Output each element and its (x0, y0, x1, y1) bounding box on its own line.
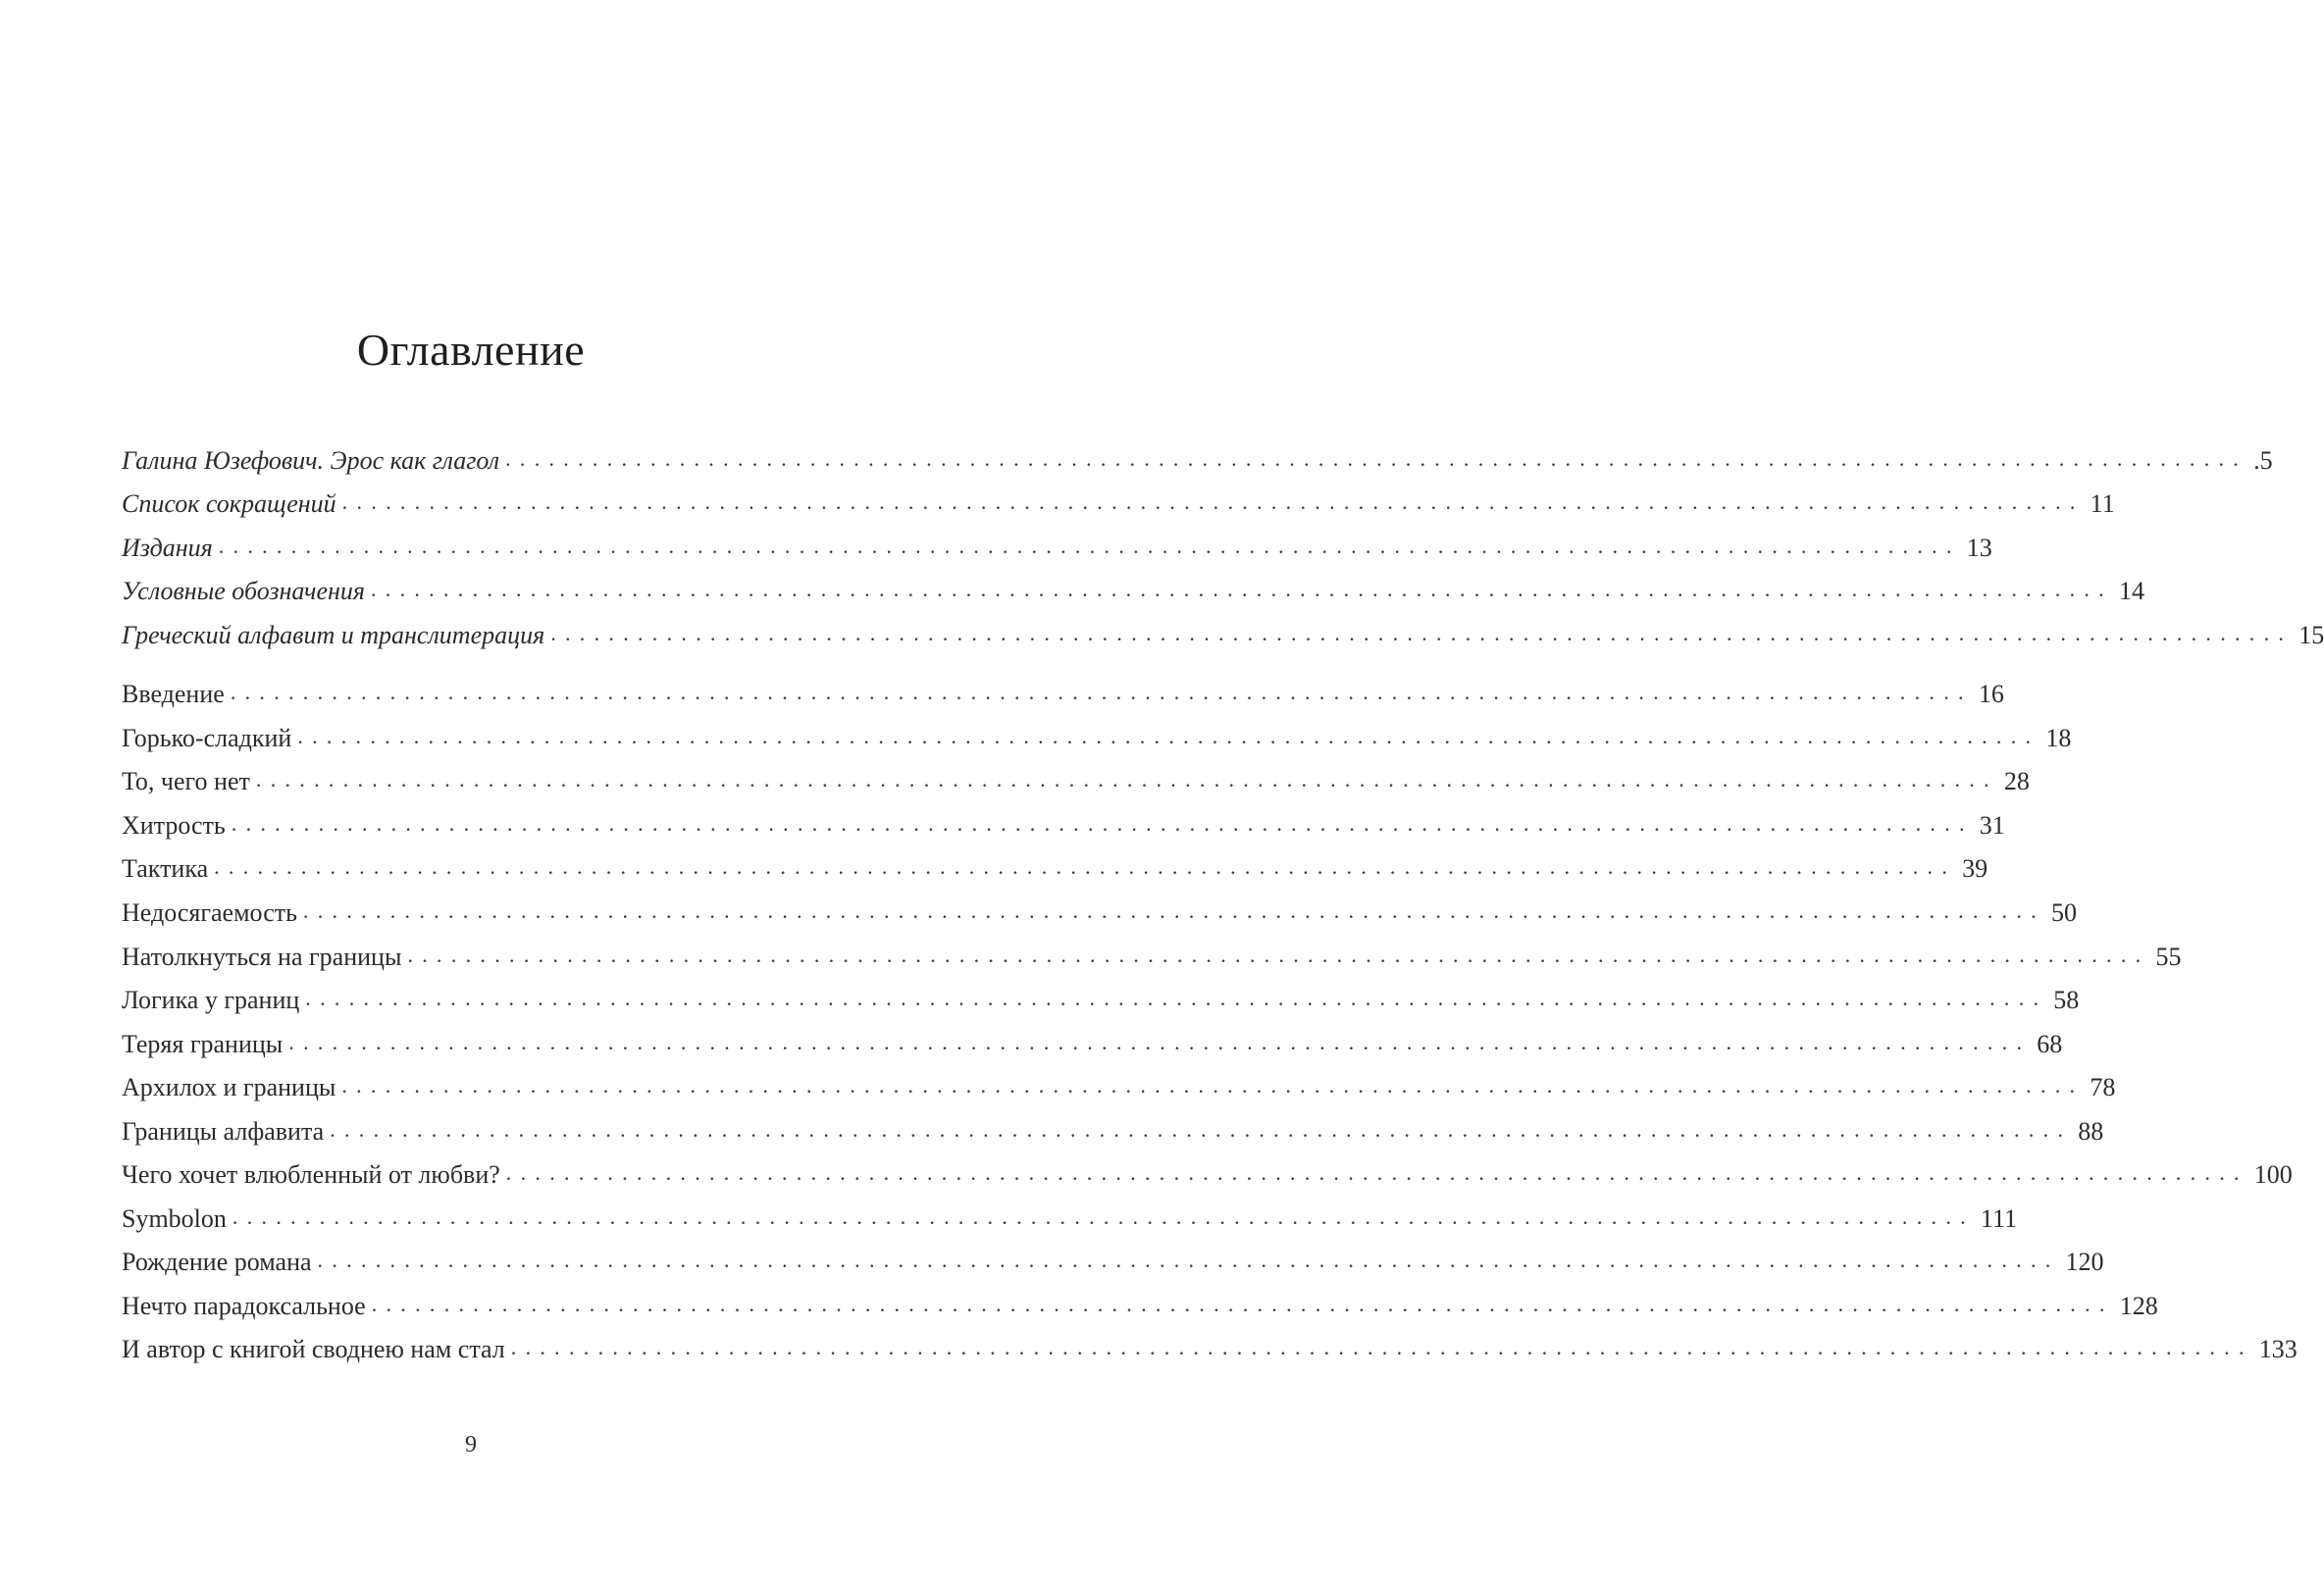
toc-entry-page: 78 (2090, 1073, 2116, 1101)
toc-dot-leader: ........................................................................................................................ (407, 943, 2150, 967)
toc-dot-leader: ........................................................................................................................ (297, 724, 2040, 748)
toc-entry-title: Галина Юзефович. Эрос как глагол (122, 446, 500, 475)
toc-entry-title: Введение (122, 680, 225, 708)
toc-entry-title: Греческий алфавит и транслитерация (122, 621, 545, 649)
toc-dot-leader: ........................................................................................................................ (231, 811, 1974, 836)
toc-entry (122, 574, 2144, 609)
toc-dot-leader: ........................................................................................................................ (214, 854, 1957, 879)
toc-entry (122, 1070, 2116, 1105)
toc-entry (122, 443, 2273, 479)
toc-entry-title: Горько-сладкий (122, 724, 292, 752)
toc-entry-page: 100 (2253, 1160, 2293, 1189)
toc-entry-page: 128 (2119, 1292, 2158, 1320)
toc-entry (122, 1202, 2017, 1237)
toc-entry-page: 13 (1966, 534, 1992, 562)
toc-entry-page: 18 (2045, 724, 2072, 752)
toc-entry (122, 851, 1988, 887)
toc-dot-leader: ........................................................................................................................ (510, 1335, 2253, 1359)
toc-dot-leader: ........................................................................................................................ (230, 680, 1973, 704)
toc-entry-title: Издания (122, 534, 213, 562)
toc-dot-leader: ........................................................................................................................ (317, 1248, 2060, 1272)
toc-entry-page: 58 (2053, 986, 2080, 1014)
toc-entry-page: 39 (1962, 854, 1988, 883)
toc-entry-title: Архилох и границы (122, 1073, 336, 1101)
toc-entry-title: Натолкнуться на границы (122, 943, 402, 971)
toc-dot-leader: ........................................................................................................................ (370, 577, 2113, 601)
toc-dot-leader: ........................................................................................................................ (302, 898, 2045, 923)
toc-entry-page: 31 (1979, 811, 2005, 840)
toc-dot-leader: ........................................................................................................................ (305, 986, 2048, 1010)
toc-entry (122, 1289, 2158, 1324)
toc-entry (122, 764, 2030, 799)
toc-entry-page: 88 (2078, 1117, 2104, 1146)
toc-dot-leader: ........................................................................................................................ (341, 1073, 2085, 1098)
toc-entry (122, 808, 2005, 844)
toc-entry (122, 895, 2077, 931)
toc-entry-title: Чего хочет влюбленный от любви? (122, 1160, 500, 1189)
toc-entry (122, 1114, 2104, 1150)
toc-entry-page: 111 (1980, 1204, 2017, 1233)
toc-entry (122, 1027, 2063, 1062)
toc-dot-leader: ........................................................................................................................ (255, 767, 1998, 792)
toc-entry-title: Рождение романа (122, 1248, 312, 1276)
toc-entry-title: Нечто парадоксальное (122, 1292, 366, 1320)
toc-entry (122, 486, 2115, 522)
toc-entry-page: 28 (2003, 767, 2030, 795)
toc-entry-page: 14 (2118, 577, 2144, 605)
toc-entry (122, 721, 2072, 756)
toc-dot-leader: ........................................................................................................................ (505, 1160, 2248, 1185)
toc-entry-title: Список сокращений (122, 489, 336, 518)
toc-entry (122, 1245, 2104, 1280)
toc-entry-title: Недосягаемость (122, 898, 297, 927)
toc-entry-page: 133 (2258, 1335, 2298, 1363)
toc-entry (122, 940, 2182, 975)
toc-entry (122, 1157, 2293, 1193)
toc-dot-leader: ........................................................................................................................ (371, 1292, 2114, 1316)
toc-entry-page: 50 (2050, 898, 2077, 927)
toc-entry-title: Условные обозначения (122, 577, 365, 605)
toc-entry-title: Теряя границы (122, 1030, 284, 1058)
toc-entry-title: То, чего нет (122, 767, 250, 795)
toc-entry-title: Границы алфавита (122, 1117, 325, 1146)
toc-entry (122, 618, 2324, 653)
toc-dot-leader: ........................................................................................................................ (232, 1204, 1975, 1229)
page-title: Оглавление (356, 325, 586, 375)
toc-entry-title: Хитрость (122, 811, 226, 840)
page-number: 9 (465, 1432, 477, 1457)
toc-entry (122, 677, 2004, 712)
toc-entry-page: 68 (2037, 1030, 2063, 1058)
toc-entry-page: 15 (2298, 621, 2324, 649)
toc-entry-title: Логика у границ (122, 986, 300, 1014)
toc-entry-title: Symbolon (122, 1204, 227, 1233)
toc-dot-leader: ........................................................................................................................ (550, 621, 2294, 645)
toc-entry-title: Тактика (122, 854, 209, 883)
toc-entry-page: 55 (2155, 943, 2182, 971)
toc-entry-page: 11 (2090, 489, 2115, 518)
toc-dot-leader: ........................................................................................................................ (330, 1117, 2073, 1142)
toc-dot-leader: ........................................................................................................................ (505, 446, 2248, 471)
toc-entry-title: И автор с книгой своднею нам стал (122, 1335, 505, 1363)
toc-dot-leader: ........................................................................................................................ (218, 534, 1961, 558)
toc-entry-page: 16 (1978, 680, 2004, 708)
toc-entry (122, 983, 2080, 1018)
toc-entry (122, 531, 1992, 566)
toc-entry-page: .5 (2253, 446, 2273, 475)
toc-dot-leader: ........................................................................................................................ (341, 489, 2085, 514)
toc-dot-leader: ........................................................................................................................ (288, 1030, 2032, 1054)
toc-entry-page: 120 (2065, 1248, 2104, 1276)
toc-entry (122, 1332, 2298, 1367)
